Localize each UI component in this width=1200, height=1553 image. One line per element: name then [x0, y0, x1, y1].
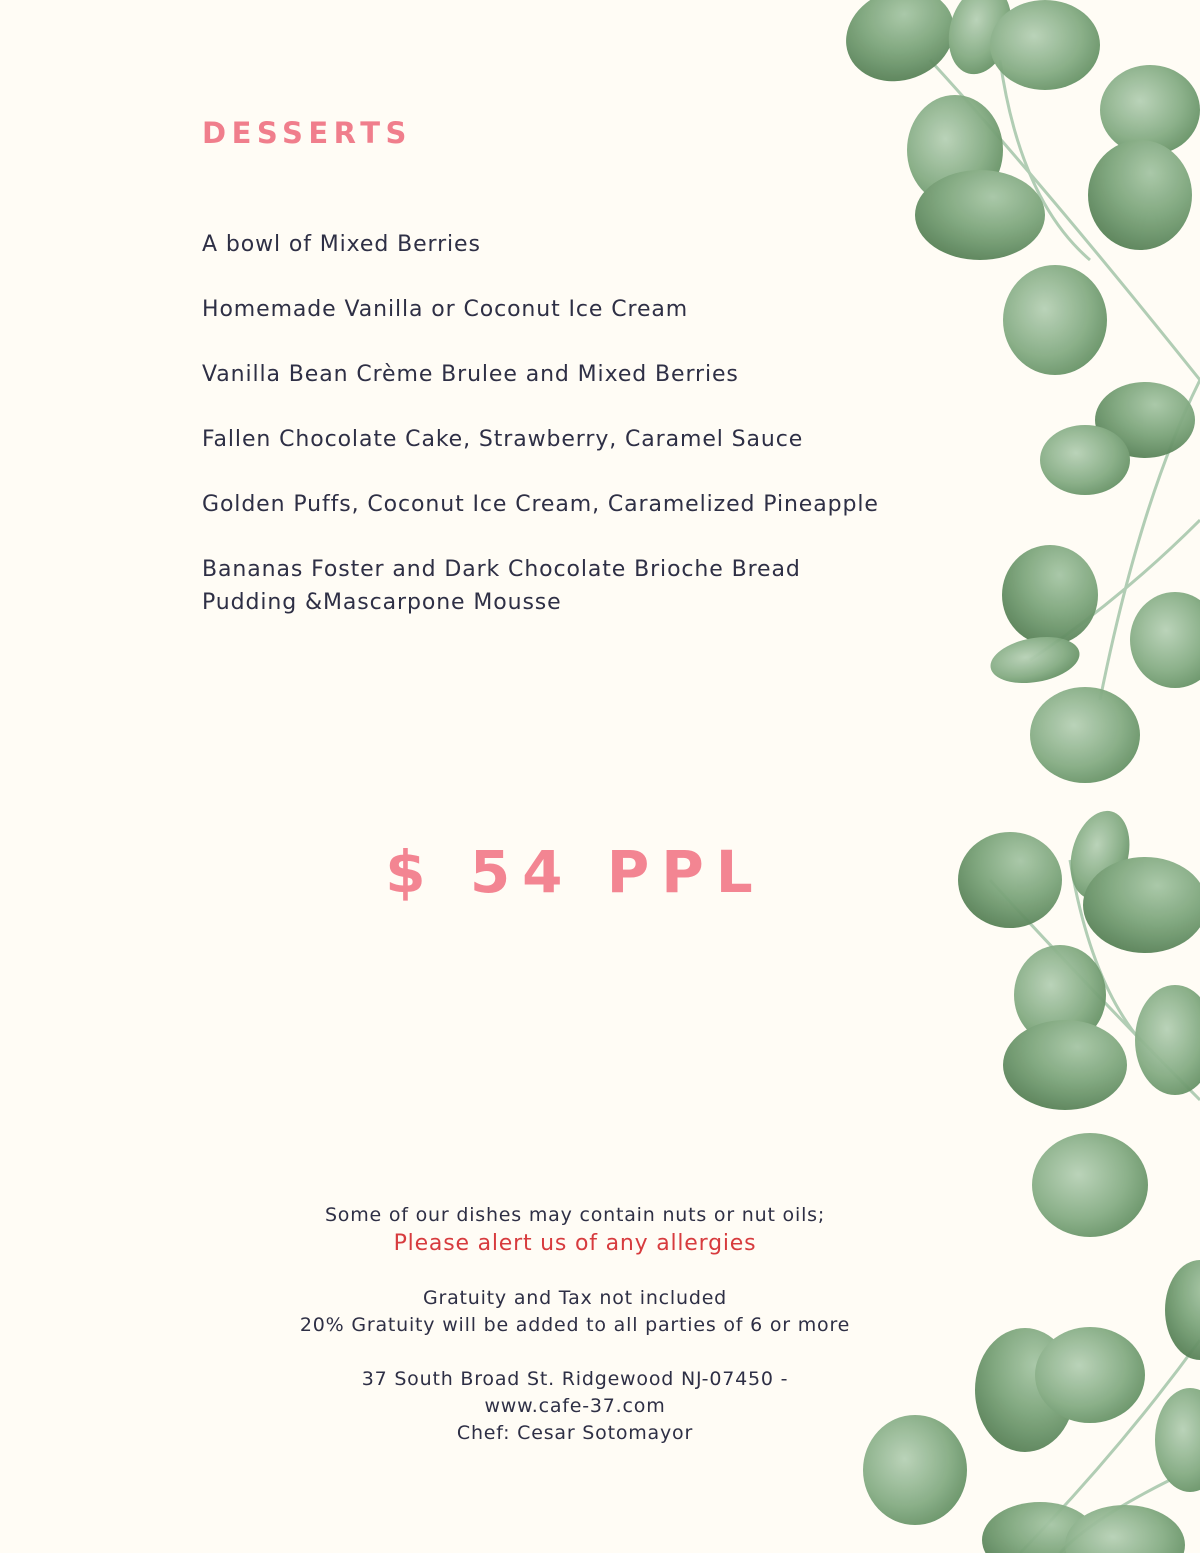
menu-item: Golden Puffs, Coconut Ice Cream, Caramelized Pineapple [202, 492, 879, 517]
chef-credit: Chef: Cesar Sotomayor [456, 1422, 694, 1444]
menu-item: A bowl of Mixed Berries [202, 232, 481, 257]
menu-item: Vanilla Bean Crème Brulee and Mixed Berries [202, 362, 739, 387]
allergy-note: Some of our dishes may contain nuts or nut oils; [324, 1204, 826, 1226]
menu-item: Bananas Foster and Dark Chocolate Brioche Bread Pudding &Mascarpone Mousse [202, 557, 801, 615]
price-per-person: $ 54 PPL [385, 838, 765, 906]
website: www.cafe-37.com [484, 1395, 666, 1417]
section-title: DESSERTS [202, 116, 412, 150]
gratuity-note: Gratuity and Tax not included [422, 1287, 728, 1309]
menu-item: Homemade Vanilla or Coconut Ice Cream [202, 297, 689, 322]
address: 37 South Broad St. Ridgewood NJ-07450 - [361, 1368, 789, 1390]
eucalyptus-leaves-icon [840, 0, 1200, 1553]
allergy-alert: Please alert us of any allergies [393, 1231, 757, 1256]
gratuity-policy: 20% Gratuity will be added to all parties of 6 or more [299, 1314, 851, 1336]
menu-item: Fallen Chocolate Cake, Strawberry, Caramel Sauce [202, 427, 804, 452]
